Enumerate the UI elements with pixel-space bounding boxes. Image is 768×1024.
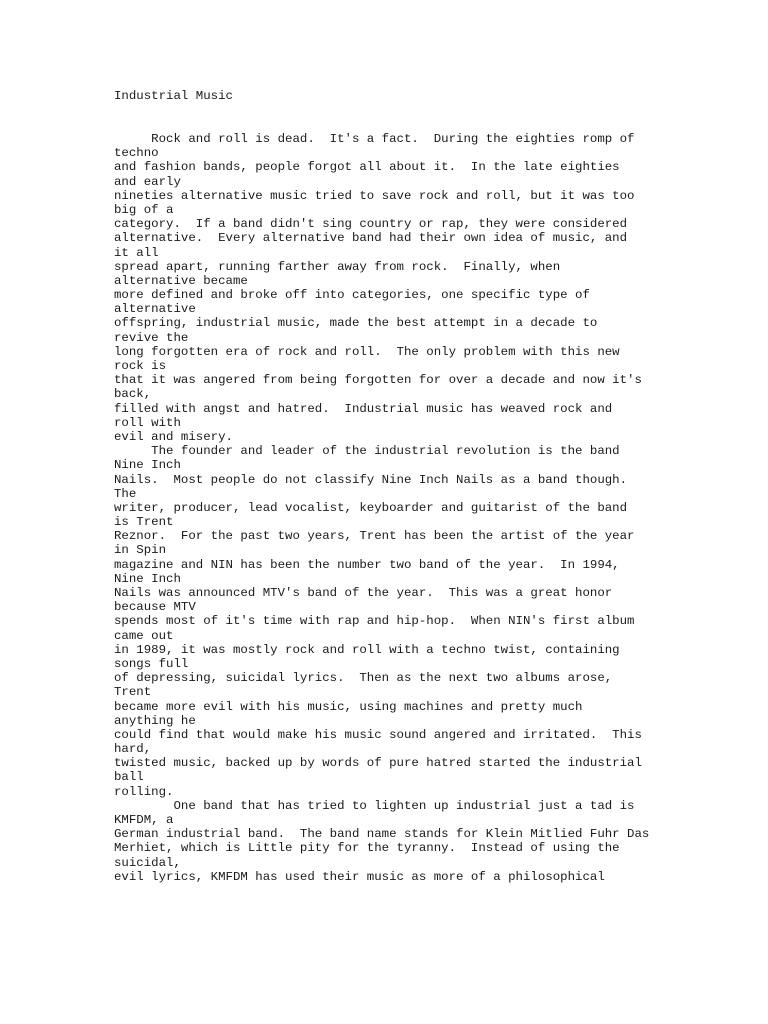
text-line: filled with angst and hatred. Industrial music has weaved rock and bbox=[114, 401, 613, 416]
text-line: Nine Inch bbox=[114, 458, 181, 473]
text-line: big of a bbox=[114, 202, 174, 217]
text-line: twisted music, backed up by words of pure hatred started the industrial bbox=[114, 756, 642, 771]
text-line: writer, producer, lead vocalist, keyboarder and guitarist of the band bbox=[114, 500, 628, 515]
document-body bbox=[114, 132, 744, 884]
text-line: back, bbox=[114, 387, 152, 402]
text-line: revive the bbox=[114, 330, 189, 345]
text-line: alternative. Every alternative band had their own idea of music, and bbox=[114, 231, 628, 246]
text-line: evil and misery. bbox=[114, 429, 233, 444]
text-line: rock is bbox=[114, 359, 167, 373]
text-line: that it was angered from being forgotten for over a decade and now it's bbox=[114, 373, 642, 388]
document-title: Industrial Music bbox=[114, 89, 233, 103]
text-line: it all bbox=[114, 245, 159, 260]
text-line: Reznor. For the past two years, Trent has been the artist of the year bbox=[114, 529, 635, 544]
text-line: techno bbox=[114, 146, 159, 161]
text-line: spread apart, running farther away from rock. Finally, when bbox=[114, 259, 561, 274]
text-line: alternative bbox=[114, 302, 196, 317]
text-line: hard, bbox=[114, 742, 152, 757]
text-line: more defined and broke off into categories, one specific type of bbox=[114, 288, 590, 303]
text-line: The founder and leader of the industrial revolution is the band bbox=[114, 444, 620, 459]
text-line: spends most of it's time with rap and hip-hop. When NIN's first album bbox=[114, 614, 635, 629]
text-line: came out bbox=[114, 628, 174, 643]
text-line: Trent bbox=[114, 685, 152, 700]
text-line: and fashion bands, people forgot all about it. In the late eighties bbox=[114, 160, 620, 175]
text-line: in Spin bbox=[114, 543, 167, 558]
text-line: The bbox=[114, 486, 137, 501]
text-line: suicidal, bbox=[114, 855, 181, 870]
text-line: Nine Inch bbox=[114, 571, 181, 586]
text-line: and early bbox=[114, 174, 181, 189]
text-line: is Trent bbox=[114, 515, 174, 530]
text-line: nineties alternative music tried to save rock and roll, but it was too bbox=[114, 188, 635, 203]
text-line: in 1989, it was mostly rock and roll with a techno twist, containing bbox=[114, 642, 620, 657]
text-line: alternative became bbox=[114, 273, 248, 288]
text-line: One band that has tried to lighten up industrial just a tad is bbox=[114, 798, 635, 813]
text-line: category. If a band didn't sing country or rap, they were considered bbox=[114, 217, 628, 232]
text-line: long forgotten era of rock and roll. The only problem with this new bbox=[114, 344, 620, 359]
text-line: offspring, industrial music, made the best attempt in a decade to bbox=[114, 316, 598, 331]
text-line: Nails was announced MTV's band of the year. This was a great honor bbox=[114, 586, 613, 600]
text-line: songs full bbox=[114, 656, 189, 671]
text-line: Nails. Most people do not classify Nine Inch Nails as a band though. bbox=[114, 472, 628, 487]
text-line: could find that would make his music sound angered and irritated. This bbox=[114, 727, 642, 742]
text-line: became more evil with his music, using machines and pretty much bbox=[114, 699, 583, 714]
text-line: Rock and roll is dead. It's a fact. During the eighties romp of bbox=[114, 132, 635, 146]
text-line: anything he bbox=[114, 713, 196, 728]
text-line: Merhiet, which is Little pity for the tyranny. Instead of using the bbox=[114, 841, 620, 856]
text-line: rolling. bbox=[114, 784, 174, 799]
text-line: KMFDM, a bbox=[114, 813, 174, 827]
text-line: German industrial band. The band name stands for Klein Mitlied Fuhr Das bbox=[114, 827, 650, 842]
text-line: evil lyrics, KMFDM has used their music as more of a philosophical bbox=[114, 869, 605, 884]
text-line: ball bbox=[114, 770, 144, 785]
text-line: magazine and NIN has been the number two band of the year. In 1994, bbox=[114, 557, 620, 572]
text-line: of depressing, suicidal lyrics. Then as the next two albums arose, bbox=[114, 671, 613, 686]
text-line: roll with bbox=[114, 415, 181, 430]
text-line: because MTV bbox=[114, 600, 196, 615]
